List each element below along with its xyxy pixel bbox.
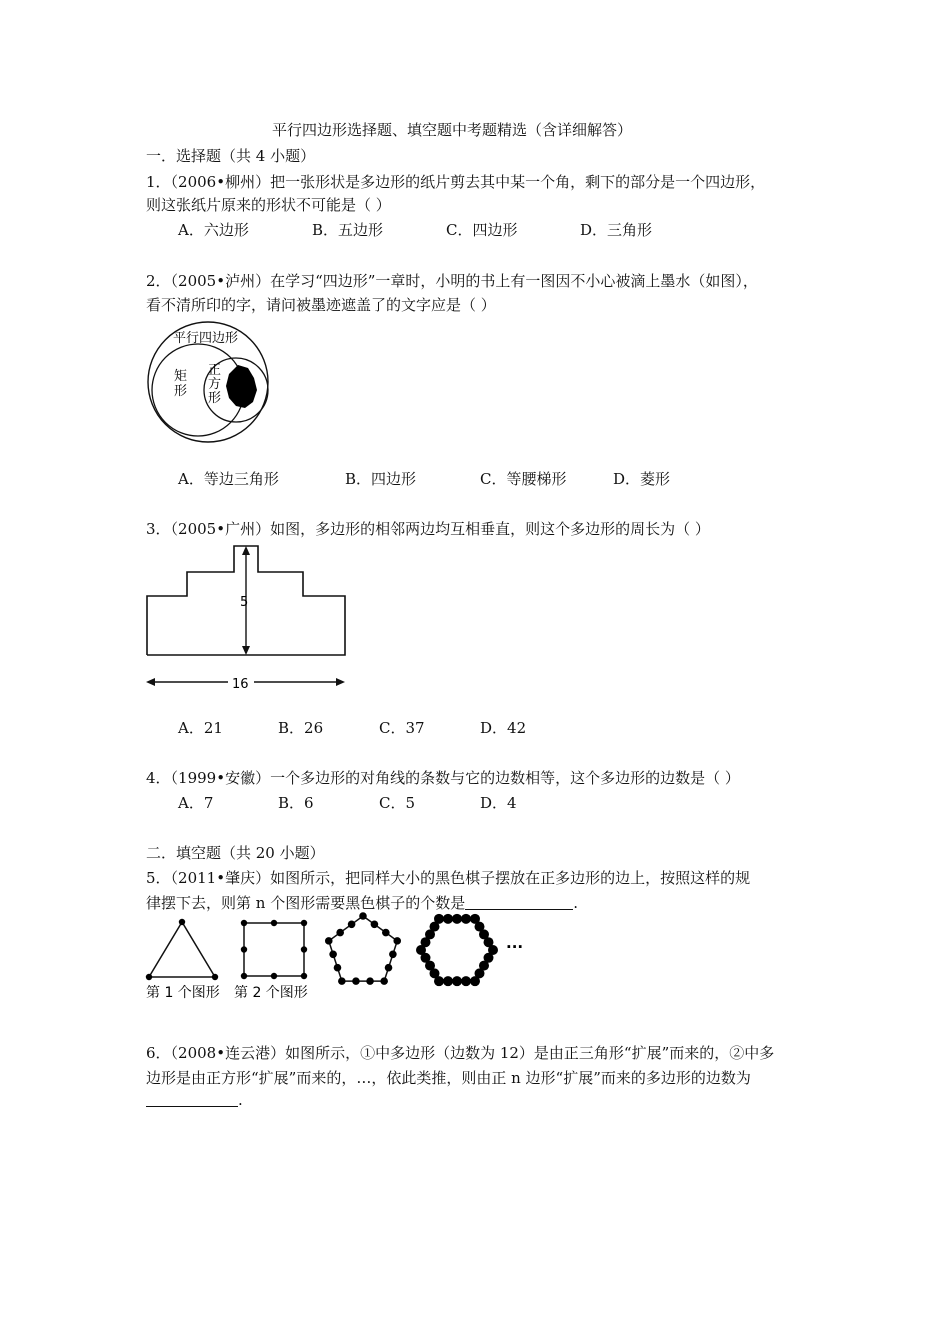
chess-piece (380, 977, 388, 985)
q5-text-line1: 5．（2011•肇庆）如图所示，把同样大小的黑色棋子摆放在正多边形的边上，按照这样的规 (146, 869, 751, 887)
q1-option-a[interactable]: A．六边形 (178, 221, 249, 239)
chess-piece (336, 929, 344, 937)
q1-text-line2: 则这张纸片原来的形状不可能是（ ） (146, 196, 391, 214)
q4-option-a[interactable]: A．7 (178, 794, 214, 812)
q2-option-a[interactable]: A．等边三角形 (178, 470, 279, 488)
chess-piece (393, 937, 401, 945)
q4-option-b[interactable]: B．6 (278, 794, 314, 812)
q5-triangle (146, 919, 218, 980)
width-label: 16 (232, 677, 249, 692)
q5-answer-blank[interactable] (465, 894, 573, 910)
venn-mid-label-2: 方 (208, 377, 222, 392)
chess-piece (359, 912, 367, 920)
height-arrow-up (242, 546, 250, 555)
width-arrow-left (146, 678, 155, 686)
chess-piece (389, 950, 397, 958)
q6-answer-blank[interactable] (146, 1091, 238, 1107)
q3-option-a[interactable]: A．21 (178, 719, 223, 737)
chess-piece (371, 920, 379, 928)
venn-left-label-1: 矩 (174, 369, 188, 384)
height-label: 5 (240, 595, 249, 610)
q2-option-b[interactable]: B．四边形 (345, 470, 417, 488)
chess-piece (329, 950, 337, 958)
page-title: 平行四边形选择题、填空题中考题精选（含详细解答） (272, 121, 633, 139)
chess-piece (334, 964, 342, 972)
chess-piece (443, 914, 453, 924)
q1-text-line1: 1．（2006•柳州）把一张形状是多边形的纸片剪去其中某一个角，剩下的部分是一个四边形， (146, 173, 766, 191)
chess-piece (443, 976, 453, 986)
chess-piece (348, 920, 356, 928)
q6-text-after-blank: . (238, 1091, 243, 1109)
q5-text-after-blank: . (573, 894, 578, 912)
ink-blot (226, 365, 257, 408)
q4-option-d[interactable]: D．4 (480, 794, 517, 812)
chess-piece (325, 937, 333, 945)
q2-venn-figure (140, 318, 280, 446)
q5-figure (140, 912, 540, 1004)
q1-option-d[interactable]: D．三角形 (580, 221, 653, 239)
chess-piece (461, 976, 471, 986)
chess-piece (452, 914, 462, 924)
q6-text-line2: 边形是由正方形“扩展”而来的，…，依此类推，则由正 n 边形“扩展”而来的多边形的边数为 (146, 1069, 751, 1087)
q2-text-line1: 2．（2005•泸州）在学习“四边形”一章时，小明的书上有一图因不小心被滴上墨水（如图）， (146, 272, 758, 290)
q4-text-line1: 4．（1999•安徽）一个多边形的对角线的条数与它的边数相等，这个多边形的边数是（ ） (146, 769, 740, 787)
venn-left-label-2: 形 (174, 384, 188, 399)
venn-mid-label-1: 正 (208, 363, 222, 378)
q5-text-line2 (146, 892, 578, 913)
q5-pentagon (325, 912, 401, 985)
chess-piece (385, 964, 393, 972)
chess-piece (434, 914, 444, 924)
q3-option-d[interactable]: D．42 (480, 719, 527, 737)
q1-option-b[interactable]: B．五边形 (312, 221, 384, 239)
q2-option-d[interactable]: D．菱形 (613, 470, 671, 488)
q5-hexagon (416, 914, 498, 986)
chess-piece (484, 937, 494, 947)
q3-option-c[interactable]: C．37 (379, 719, 425, 737)
width-arrow-right (336, 678, 345, 686)
q5-label-figure-1: 第 1 个图形 (146, 985, 220, 1001)
q1-option-c[interactable]: C．四边形 (446, 221, 518, 239)
q2-text-line2: 看不清所印的字，请问被墨迹遮盖了的文字应是（ ） (146, 296, 496, 314)
chess-piece (470, 976, 480, 986)
q5-text-before-blank: 律摆下去，则第 n 个图形需要黑色棋子的个数是 (146, 894, 466, 912)
q6-text-line3 (146, 1091, 243, 1109)
chess-piece (366, 977, 374, 985)
chess-piece (352, 977, 360, 985)
q3-text-line1: 3．（2005•广州）如图，多边形的相邻两边均互相垂直，则这个多边形的周长为（ ） (146, 520, 710, 538)
chess-piece (452, 976, 462, 986)
q3-polygon-figure (140, 540, 355, 695)
section-heading-choice: 一．选择题（共 4 小题） (146, 147, 316, 165)
q5-square (241, 920, 307, 979)
q5-ellipsis: ··· (506, 938, 524, 956)
venn-mid-label-3: 形 (208, 391, 222, 406)
q5-label-figure-2: 第 2 个图形 (234, 985, 308, 1001)
q3-option-b[interactable]: B．26 (278, 719, 324, 737)
height-arrow-down (242, 646, 250, 655)
q6-text-line1: 6．（2008•连云港）如图所示，①中多边形（边数为 12）是由正三角形“扩展”而来的，②中多 (146, 1044, 775, 1062)
q4-option-c[interactable]: C．5 (379, 794, 416, 812)
q2-option-c[interactable]: C．等腰梯形 (480, 470, 567, 488)
chess-piece (461, 914, 471, 924)
chess-piece (382, 929, 390, 937)
venn-outer-label: 平行四边形 (173, 331, 239, 346)
chess-piece (338, 977, 346, 985)
section-heading-fill: 二．填空题（共 20 小题） (146, 844, 325, 862)
